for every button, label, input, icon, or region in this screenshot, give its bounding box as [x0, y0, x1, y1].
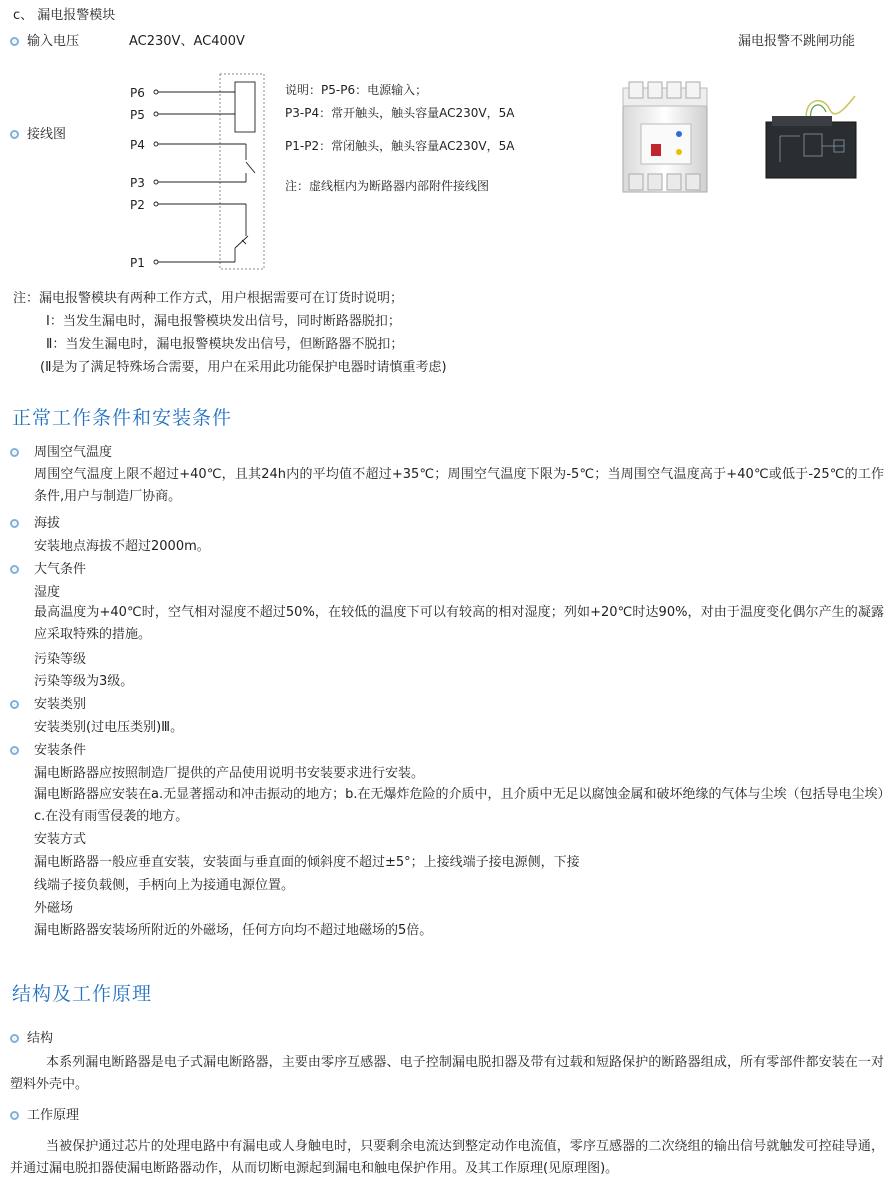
- wiring-diagram: [125, 70, 275, 275]
- bullet-icon: [10, 37, 19, 46]
- item-body: 污染等级为3级。: [34, 674, 134, 689]
- bullet-icon: [10, 448, 19, 457]
- pin-label: P5: [130, 108, 145, 122]
- section-heading-conditions: 正常工作条件和安装条件: [12, 407, 233, 429]
- item-body: 安装类别(过电压类别)Ⅲ。: [34, 720, 184, 735]
- wiring-diagram-label: 接线图: [27, 127, 67, 142]
- alarm-module-image: [760, 92, 865, 182]
- bullet-icon: [10, 519, 19, 528]
- desc-line: 说明：P5-P6：电源输入；: [285, 83, 428, 97]
- sub-title: 污染等级: [34, 652, 87, 667]
- normally-open-contact: [246, 162, 255, 173]
- item-title: 工作原理: [27, 1108, 80, 1123]
- item-title: 海拔: [34, 516, 61, 531]
- item-title: 大气条件: [34, 562, 87, 577]
- input-voltage-value: AC230V、AC400V: [129, 34, 245, 49]
- coil-symbol: [235, 82, 255, 132]
- pin-label: P1: [130, 256, 145, 270]
- pin-label: P2: [130, 198, 145, 212]
- item-body: 安装地点海拔不超过2000m。: [34, 539, 210, 554]
- item-body: 当被保护通过芯片的处理电路中有漏电或人身触电时，只要剩余电流达到整定动作电流值，零序互感器的二次绕组的输出信号就触发可控硅导通，并通过漏电脱扣器使漏电断路器动作，从而切断电源起到漏电和触电保护作用。及其工作原理(见原理图)。: [10, 1139, 884, 1176]
- bullet-icon: [10, 1034, 19, 1043]
- note-line: Ⅰ：当发生漏电时，漏电报警模块发出信号，同时断路器脱扣；: [46, 314, 401, 329]
- bullet-icon: [10, 746, 19, 755]
- input-voltage-label: 输入电压: [27, 34, 80, 49]
- bullet-icon: [10, 130, 19, 139]
- bullet-icon: [10, 700, 19, 709]
- note-line: Ⅱ：当发生漏电时，漏电报警模块发出信号，但断路器不脱扣；: [46, 337, 404, 352]
- sub-title: 湿度: [34, 585, 61, 600]
- note-line: 注：漏电报警模块有两种工作方式，用户根据需要可在订货时说明；: [13, 291, 404, 306]
- item-title: 安装类别: [34, 697, 87, 712]
- pin-label: P6: [130, 86, 145, 100]
- pin-label: P3: [130, 176, 145, 190]
- item-title: 结构: [27, 1031, 54, 1046]
- item-body: 周围空气温度上限不超过+40℃，且其24h内的平均值不超过+35℃；周围空气温度下限为-5℃；当周围空气温度高于+40℃或低于-25℃的工作条件,用户与制造厂协商。: [34, 467, 884, 504]
- item-body: 漏电断路器应按照制造厂提供的产品使用说明书安装要求进行安装。: [34, 766, 425, 781]
- module-title: c、 漏电报警模块: [13, 8, 116, 23]
- desc-line: P3-P4：常开触头，触头容量AC230V，5A: [285, 106, 515, 120]
- pin-label: P4: [130, 138, 145, 152]
- bullet-icon: [10, 565, 19, 574]
- item-body: 线端子接负载侧，手柄向上为接通电源位置。: [34, 878, 295, 893]
- sub-title: 安装方式: [34, 832, 87, 847]
- item-body: 漏电断路器一般应垂直安装，安装面与垂直面的倾斜度不超过±5°；上接线端子接电源侧，下接: [34, 855, 580, 870]
- item-title: 安装条件: [34, 743, 87, 758]
- item-body: 最高温度为+40℃时，空气相对湿度不超过50%，在较低的温度下可以有较高的相对湿度；列如+20℃时达90%，对由于温度变化偶尔产生的凝露应采取特殊的措施。: [34, 605, 884, 642]
- alarm-note: 漏电报警不跳闸功能: [738, 34, 856, 49]
- note-line: (Ⅱ是为了满足特殊场合需要，用户在采用此功能保护电器时请慎重考虑): [40, 360, 447, 375]
- dashed-frame: [220, 74, 264, 269]
- item-body: 漏电断路器安装场所附近的外磁场，任何方向均不超过地磁场的5倍。: [34, 923, 433, 938]
- sub-title: 外磁场: [34, 901, 74, 916]
- bullet-icon: [10, 1111, 19, 1120]
- item-title: 周围空气温度: [34, 445, 113, 460]
- section-heading-structure: 结构及工作原理: [12, 983, 153, 1005]
- breaker-product-image: [615, 80, 715, 195]
- normally-closed-contact: [235, 236, 248, 248]
- item-body: 漏电断路器应安装在a.无显著摇动和冲击振动的地方；b.在无爆炸危险的介质中，且介质中无足以腐蚀金属和破坏绝缘的气体与尘埃（包括导电尘埃）c.在没有雨雪侵袭的地方。: [34, 787, 884, 824]
- desc-line: 注：虚线框内为断路器内部附件接线图: [285, 179, 490, 193]
- item-body: 本系列漏电断路器是电子式漏电断路器，主要由零序互感器、电子控制漏电脱扣器及带有过载和短路保护的断路器组成，所有零部件都安装在一对塑料外壳中。: [10, 1055, 884, 1092]
- desc-line: P1-P2：常闭触头，触头容量AC230V，5A: [285, 139, 515, 153]
